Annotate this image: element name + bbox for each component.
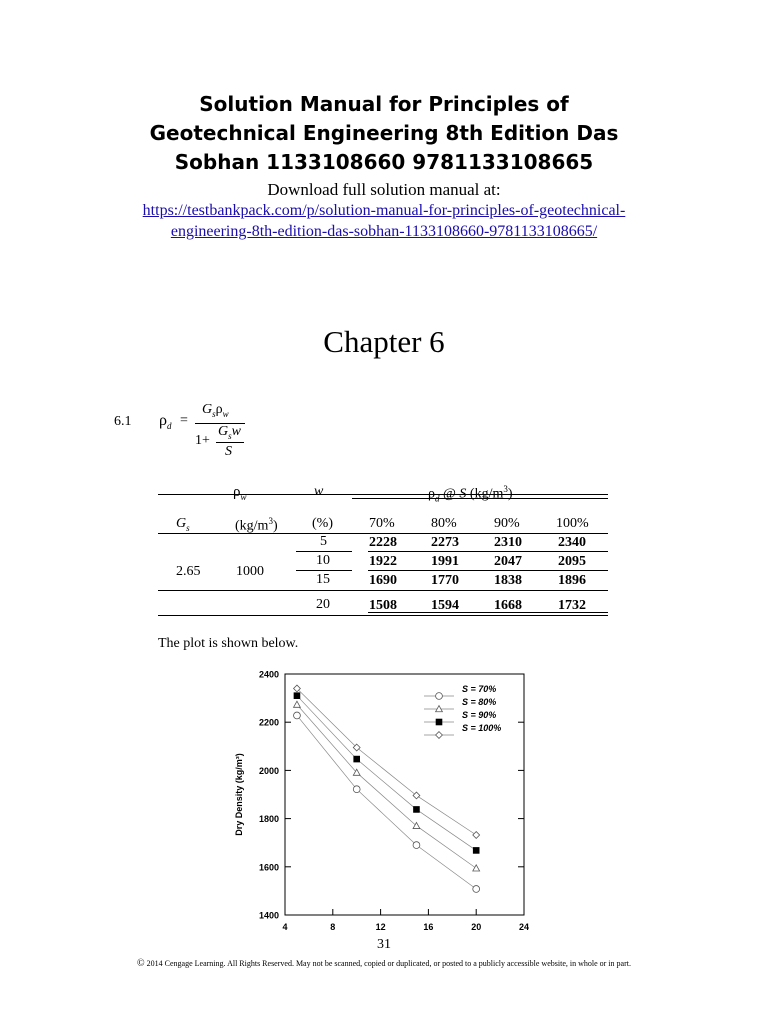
- th-rho-sub: w: [240, 492, 247, 502]
- copyright-footer: [0, 958, 768, 969]
- dry-density-chart: [228, 660, 534, 936]
- th-pct: (%): [312, 516, 333, 531]
- problem-number: 6.1: [114, 414, 132, 429]
- download-link-line-2[interactable]: engineering-8th-edition-das-sobhan-1133108660-9781133108665/: [170, 223, 598, 240]
- download-label: Download full solution manual at:: [267, 180, 501, 199]
- th-gs-sub: s: [186, 522, 190, 533]
- th-at: @: [439, 486, 460, 502]
- x-tick-label: 12: [375, 922, 386, 932]
- row-rule: [296, 551, 352, 552]
- y-tick-label: 1600: [258, 862, 279, 873]
- num-g: G: [202, 402, 213, 417]
- rhow-value: 1000: [236, 564, 264, 579]
- chapter-heading: Chapter 6: [323, 324, 445, 359]
- page-number: 31: [377, 937, 391, 952]
- data-point: [294, 701, 301, 707]
- th-kg-close: ): [272, 518, 278, 534]
- table-cell: 1838: [494, 573, 522, 588]
- table-row-w: 10: [316, 553, 330, 568]
- table-cell: 2095: [558, 554, 586, 569]
- th-gs: [176, 516, 190, 533]
- data-point: [473, 865, 480, 871]
- th-rho-symbol: ρ: [233, 484, 241, 500]
- th-unit: (kg/m: [466, 486, 504, 502]
- inner-g-sub: s: [228, 430, 232, 441]
- table-cell: 2340: [558, 535, 586, 550]
- table-row-w: 20: [316, 597, 330, 612]
- th-s80: 80%: [431, 516, 457, 531]
- legend-label: S = 80%: [462, 697, 497, 707]
- copyright-text: 2014 Cengage Learning. All Rights Reserved. May not be scanned, copied or duplicated, or posted to a publicly accessible website, in whole or in part.: [144, 959, 631, 968]
- data-point: [473, 847, 480, 854]
- table-cell: 1690: [369, 573, 397, 588]
- num-g-sub: s: [212, 408, 216, 419]
- table-cell: 1896: [558, 573, 586, 588]
- table-rule-head: [158, 533, 608, 534]
- num-rho: ρ: [215, 402, 223, 417]
- fraction-bar-inner: [216, 442, 244, 443]
- download-link[interactable]: [0, 200, 768, 242]
- copyright-symbol: ©: [137, 958, 145, 969]
- y-tick-label: 1400: [258, 910, 279, 921]
- th-kg-sup: 3: [268, 516, 273, 526]
- table-row-w: 15: [316, 572, 330, 587]
- legend-marker: [436, 719, 443, 726]
- series-line-2: [297, 705, 476, 869]
- document-title: [0, 90, 768, 177]
- table-cell: 1508: [369, 598, 397, 613]
- x-tick-label: 24: [518, 922, 530, 932]
- data-point: [353, 756, 360, 763]
- th-kg-text: (kg/m: [235, 518, 269, 534]
- table-cell: 1922: [369, 554, 397, 569]
- table-cell: 1991: [431, 554, 459, 569]
- table-rule-top-left: [158, 494, 352, 495]
- data-point: [473, 832, 480, 839]
- th-rho-w: [233, 484, 247, 502]
- legend-label: S = 100%: [462, 723, 502, 733]
- title-line-3: Sobhan 1133108660 9781133108665: [174, 150, 594, 174]
- inner-g: G: [218, 424, 229, 439]
- table-rule-bottom: [158, 615, 608, 616]
- data-point: [413, 792, 420, 799]
- table-row-w: 5: [320, 534, 327, 549]
- th-rhod-symbol: ρ: [428, 486, 435, 502]
- title-line-1: Solution Manual for Principles of: [199, 92, 569, 116]
- y-tick-label: 2400: [258, 669, 279, 680]
- table-cell: 2228: [369, 535, 397, 550]
- table-rule-top-right: [352, 494, 608, 495]
- row-rule: [296, 570, 352, 571]
- th-kg: [235, 516, 278, 535]
- y-tick-label: 2000: [258, 765, 279, 776]
- table-rule-top-right-2: [352, 498, 608, 499]
- row-rule: [368, 551, 608, 552]
- legend-label: S = 70%: [462, 684, 497, 694]
- data-point: [294, 692, 301, 699]
- lhs-subscript: d: [166, 421, 172, 432]
- inner-w: w: [231, 424, 241, 439]
- x-tick-label: 20: [471, 922, 482, 932]
- th-unit-close: ): [507, 486, 513, 502]
- th-s90: 90%: [494, 516, 520, 531]
- data-point: [353, 786, 360, 793]
- data-point: [294, 712, 301, 719]
- row-rule: [368, 570, 608, 571]
- data-point: [413, 806, 420, 813]
- legend-label: S = 90%: [462, 710, 497, 720]
- th-unit-sup: 3: [503, 484, 508, 494]
- title-line-2: Geotechnical Engineering 8th Edition Das: [149, 121, 619, 145]
- table-cell: 2310: [494, 535, 522, 550]
- th-gs-g: G: [176, 516, 187, 531]
- formula-equals: =: [180, 413, 188, 428]
- formula-lhs: [159, 412, 171, 431]
- table-cell: 1732: [558, 598, 586, 613]
- series-line-1: [297, 715, 476, 889]
- x-tick-label: 16: [423, 922, 434, 932]
- y-axis-label: Dry Density (kg/m³): [234, 753, 244, 836]
- legend-marker: [436, 732, 443, 739]
- table-cell: 2273: [431, 535, 459, 550]
- th-w: w: [314, 484, 324, 499]
- x-tick-label: 8: [330, 922, 336, 932]
- x-tick-label: 4: [282, 922, 288, 932]
- series-line-4: [297, 688, 476, 835]
- th-s100: 100%: [556, 516, 589, 531]
- th-S: S: [459, 486, 467, 502]
- data-point: [413, 842, 420, 849]
- plot-caption: The plot is shown below.: [158, 636, 299, 651]
- formula-numerator: [202, 402, 229, 419]
- formula-inner-num: [218, 424, 241, 441]
- y-tick-label: 2200: [258, 717, 279, 728]
- table-cell: 2047: [494, 554, 522, 569]
- table-rule-bottom-2: [368, 612, 608, 613]
- download-link-line-1[interactable]: https://testbankpack.com/p/solution-manual-for-principles-of-geotechnical-: [142, 202, 626, 219]
- legend-marker: [436, 693, 443, 700]
- row-rule: [158, 590, 608, 591]
- table-cell: 1668: [494, 598, 522, 613]
- table-cell: 1770: [431, 573, 459, 588]
- rho-symbol: ρ: [159, 412, 167, 429]
- gs-value: 2.65: [176, 564, 201, 579]
- formula-inner-den: S: [225, 444, 232, 459]
- th-s70: 70%: [369, 516, 395, 531]
- num-rho-sub: w: [222, 408, 229, 419]
- series-line-3: [297, 696, 476, 851]
- table-cell: 1594: [431, 598, 459, 613]
- formula-one-plus: 1+: [195, 433, 210, 448]
- th-rhod-sub: d: [435, 493, 440, 504]
- y-tick-label: 1800: [258, 814, 279, 825]
- data-point: [473, 886, 480, 893]
